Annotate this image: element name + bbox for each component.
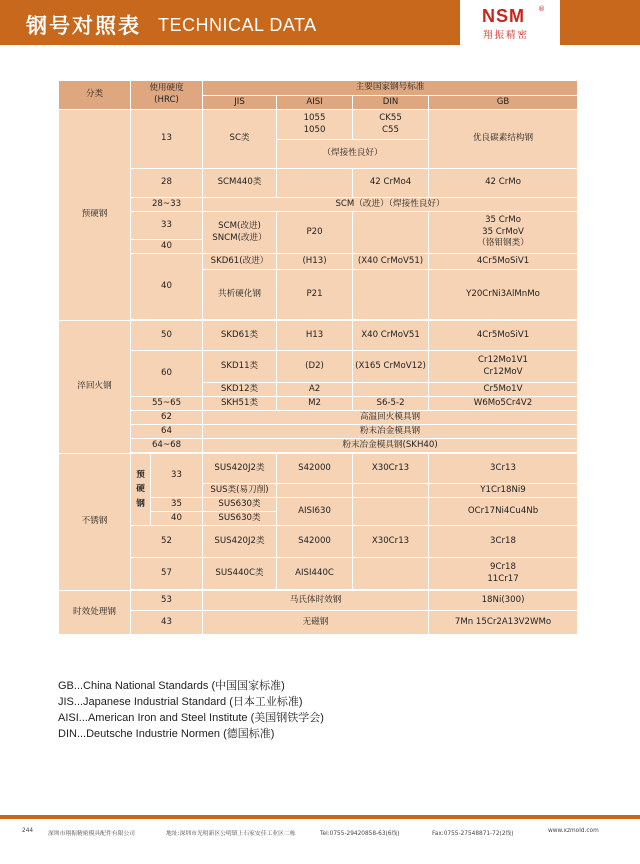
merged-cell: 粉末冶金模具钢 [203,425,578,439]
gb-cell: 4Cr5MoSiV1 [429,254,578,270]
aisi-cell: (H13) [277,254,353,270]
page-subtitle: TECHNICAL DATA [158,15,317,35]
hrc-cell: 60 [131,351,203,397]
header-category [59,81,131,110]
hrc-cell: 62 [131,411,203,425]
logo-registered-mark: ® [538,5,545,13]
gb-cell [429,351,578,383]
gb-value: 35 CrMo [485,215,521,226]
page-title: 钢号对照表 [26,14,141,38]
gb-value: 9Cr18 [490,561,516,572]
hrc-cell: 57 [131,558,203,590]
standards-legend [58,678,324,742]
jis-cell: SUS420J2类 [203,526,277,558]
hrc-cell: 28 [131,169,203,198]
category-aging: 时效处理钢 [59,591,131,635]
aisi-cell: S42000 [277,454,353,484]
hrc-cell: 52 [131,526,203,558]
aisi-cell: (D2) [277,351,353,383]
merged-cell: 无磁钢 [203,611,429,635]
company-address: 地址:深圳市光明新区公明镇上石家安佳工业区二栋 [166,831,296,837]
jis-cell: SUS440C类 [203,558,277,590]
logo-text: NSM [482,6,525,26]
din-cell: S6-5-2 [353,397,429,411]
aisi-cell: P21 [277,270,353,320]
jis-value: SCM(改进) [218,220,261,231]
header-banner [0,0,460,45]
gb-cell: 4Cr5MoSiV1 [429,321,578,351]
merged-cell: 粉末冶金模具钢(SKH40) [203,439,578,453]
hrc-cell: 43 [131,611,203,635]
legend-jis: JIS...Japanese Industrial Standard (日本工业标准) [58,696,303,708]
gb-cell: W6Mo5Cr4V2 [429,397,578,411]
jis-cell: SCM440类 [203,169,277,198]
header-hardness-line2: (HRC) [154,95,179,105]
fax: Fax:0755-27548871-72(2线) [432,831,514,837]
aisi-cell: S42000 [277,526,353,558]
category-quenched: 淬回火钢 [59,321,131,454]
header-hardness-line1: 使用硬度 [149,83,184,94]
logo-subtext: 翔振精密 [483,30,530,41]
gb-cell: 18Ni(300) [429,591,578,611]
page-number: 244 [22,828,34,834]
aisi-cell [277,169,353,198]
company-name: 深圳市翔振精密模具配件有限公司 [48,831,135,837]
din-cell: (X40 CrMoV51) [353,254,429,270]
din-value: CK55 [379,112,402,123]
gb-cell: Y1Cr18Ni9 [429,484,578,498]
aisi-cell: P20 [277,212,353,254]
hrc-cell: 64~68 [131,439,203,453]
gb-cell: 优良碳素结构钢 [429,110,578,169]
jis-cell: SKD61类 [203,321,277,351]
hrc-cell: 33 [131,212,203,240]
din-cell: X30Cr13 [353,454,429,484]
gb-value: 11Cr17 [487,573,519,584]
aisi-cell [277,484,353,498]
din-cell [353,558,429,590]
hrc-cell: 13 [131,110,203,169]
jis-value: SNCM(改进） [212,232,267,243]
din-cell [353,484,429,498]
legend-aisi: AISI...American Iron and Steel Institute (美国钢铁学会) [58,712,324,724]
jis-cell: 共析硬化钢 [203,270,277,320]
jis-cell: SUS420J2类 [203,454,277,484]
gb-cell: 7Mn 15Cr2A13V2WMo [429,611,578,635]
category-stainless: 不锈钢 [59,454,131,591]
gb-cell: Y20CrNi3AlMnMo [429,270,578,320]
header-jis: JIS [203,96,277,110]
din-cell [353,110,429,140]
jis-cell: SC类 [203,110,277,169]
din-cell [353,383,429,397]
gb-cell: 42 CrMo [429,169,578,198]
merged-cell: 马氏体时效钢 [203,591,429,611]
steel-grade-table [58,80,578,635]
gb-value: Cr12Mo1V1 [478,354,528,365]
aisi-value: 1050 [303,124,326,135]
jis-cell: SUS630类 [203,498,277,512]
jis-cell: SKH51类 [203,397,277,411]
gb-cell: OCr17Ni4Cu4Nb [429,498,578,526]
hrc-cell: 40 [131,240,203,254]
gb-value: 35 CrMoV [482,226,524,237]
aisi-cell [277,110,353,140]
aisi-cell: M2 [277,397,353,411]
din-cell: X30Cr13 [353,526,429,558]
telephone: Tel:0755-29420858-63(6线) [320,831,400,837]
legend-din: DIN...Deutsche Industrie Normen (德国标准) [58,728,275,740]
din-cell [353,270,429,320]
jis-cell: SUS630类 [203,512,277,526]
aisi-cell: H13 [277,321,353,351]
category-prehardened: 预硬钢 [59,110,131,321]
subcategory-prehardened [131,454,151,526]
hrc-cell: 40 [131,254,203,320]
footer [0,815,640,864]
gb-cell [429,212,578,254]
header-accent-block [560,0,640,45]
aisi-cell: A2 [277,383,353,397]
din-cell: (X165 CrMoV12) [353,351,429,383]
header-category-label: 分类 [85,89,104,100]
gb-cell: Cr5Mo1V [429,383,578,397]
aisi-cell: AISI440C [277,558,353,590]
gb-value: （铬钼钢类） [477,238,529,249]
din-cell [353,212,429,254]
subcategory-label: 预硬钢 [136,469,145,509]
gb-cell: 3Cr18 [429,526,578,558]
header-aisi: AISI [277,96,353,110]
header-gb: GB [429,96,578,110]
header-din: DIN [353,96,429,110]
gb-cell [429,558,578,590]
header-hardness [131,81,203,110]
hrc-cell: 40 [151,512,203,526]
note-cell: （焊接性良好） [277,140,429,169]
hrc-cell: 53 [131,591,203,611]
footer-rule [0,815,640,819]
aisi-cell: AISI630 [277,498,353,526]
legend-gb: GB...China National Standards (中国国家标准) [58,680,285,692]
website-link[interactable]: www.xzmold.com [548,828,599,834]
din-cell: 42 CrMo4 [353,169,429,198]
hrc-cell: 50 [131,321,203,351]
hrc-cell: 55~65 [131,397,203,411]
hrc-cell: 33 [151,454,203,498]
din-cell: X40 CrMoV51 [353,321,429,351]
jis-cell: SKD61(改进） [203,254,277,270]
hrc-cell: 35 [151,498,203,512]
din-cell [353,498,429,526]
merged-cell: 高温回火模具钢 [203,411,578,425]
gb-cell: 3Cr13 [429,454,578,484]
hrc-cell: 28~33 [131,198,203,212]
gb-value: Cr12MoV [483,366,523,377]
jis-cell: SUS类(易刀削) [203,484,277,498]
jis-cell: SKD12类 [203,383,277,397]
hrc-cell: 64 [131,425,203,439]
merged-cell: SCM（改进）（焊接性良好） [203,198,578,212]
header-standards: 主要国家钢号标准 [203,81,578,96]
jis-cell [203,212,277,254]
jis-cell: SKD11类 [203,351,277,383]
aisi-value: 1055 [303,112,326,123]
din-value: C55 [382,124,399,135]
